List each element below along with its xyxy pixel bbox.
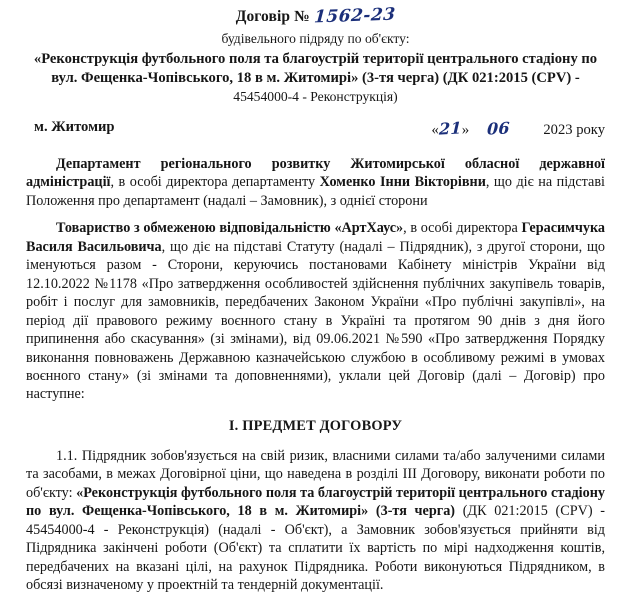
contract-subject-line: будівельного підряду по об'єкту: xyxy=(221,30,410,46)
party-paragraph-2: Товариство з обмеженою відповідальністю «АртХаус», в особі директора Герасимчука Василя Васильовича, що діє на підставі Статуту (надалі – Підрядник), з другої сторони, що іменуються разом - Сторони, керуючись постановами Кабінету міністрів України від 12.10.2022 №1178 «Про затвердження особливостей здійснення публічних закупівель товарів, робіт і послуг для замовників, передбачених Законом України «Про публічні закупівлі», на період дії правового режиму воєнного стану в Україні та протягом 90 днів з дня його припинення або скасування» (зі змінами), від 09.06.2021 №590 «Про затвердження Порядку виконання повноважень Державною казначейською службою в особливому режимі в умовах воєнного стану» (зі змінами та доповненнями), уклали цей Договір (далі – Договір) про наступне: xyxy=(26,220,605,403)
quote-open: « xyxy=(431,122,439,139)
clause-1-1: 1.1. Підрядник зобов'язується на свій ризик, власними силами та/або залученими силами та засобами, в межах Договірної ціни, що наведена в розділі ІІІ Договору, виконати роботи по об'єкту: «Реконструкція футбольного поля та благоустрій території центрального стадіону по вул. Фещенка-Чопівського, 18 в м. Житомирі» (3-тя черга) (ДК 021:2015 (CPV) - 45454000-4 - Реконструкція) (надалі - Об'єкт), а Замовник зобов'язується прийняти від Підрядника закінчені роботи (Об'єкт) та сплатити їх вартість по мірі надходження коштів, передбачених на вказані цілі, на рахунок Підрядника. Роботи виконуються Підрядником, в обсязі визначеному у проектній та тендерній документації. xyxy=(26,447,605,594)
date-block xyxy=(431,119,605,139)
city-label: м. Житомир xyxy=(34,119,115,136)
contract-title-line-2: вул. Фещенка-Чопівського, 18 в м. Житомирі» (3-тя черга) (ДК 021:2015 (CPV) - xyxy=(51,70,580,87)
contract-word: Договір № xyxy=(235,8,310,25)
quote-close: » xyxy=(461,122,470,139)
day-handwritten: 21 xyxy=(438,118,463,139)
section-1-heading: I. ПРЕДМЕТ ДОГОВОРУ xyxy=(228,417,403,434)
contract-header-line xyxy=(26,6,605,28)
contract-title-line-1: «Реконструкція футбольного поля та благоустрій території центрального стадіону по xyxy=(33,51,598,68)
contract-number-handwritten: 1562-23 xyxy=(313,4,397,28)
month-handwritten: 06 xyxy=(486,118,511,139)
year-label: 2023 року xyxy=(543,122,605,139)
party-paragraph-1: Департамент регіонального розвитку Житомирської обласної державної адміністрації, в особі директора департаменту Хоменко Інни Вікторівни, що діє на підставі Положення про департамент (надалі – Замовник), з однієї сторони xyxy=(26,156,605,209)
place-and-date-row xyxy=(26,119,605,141)
contract-title-line-3: 45454000-4 - Реконструкція) xyxy=(233,89,398,105)
